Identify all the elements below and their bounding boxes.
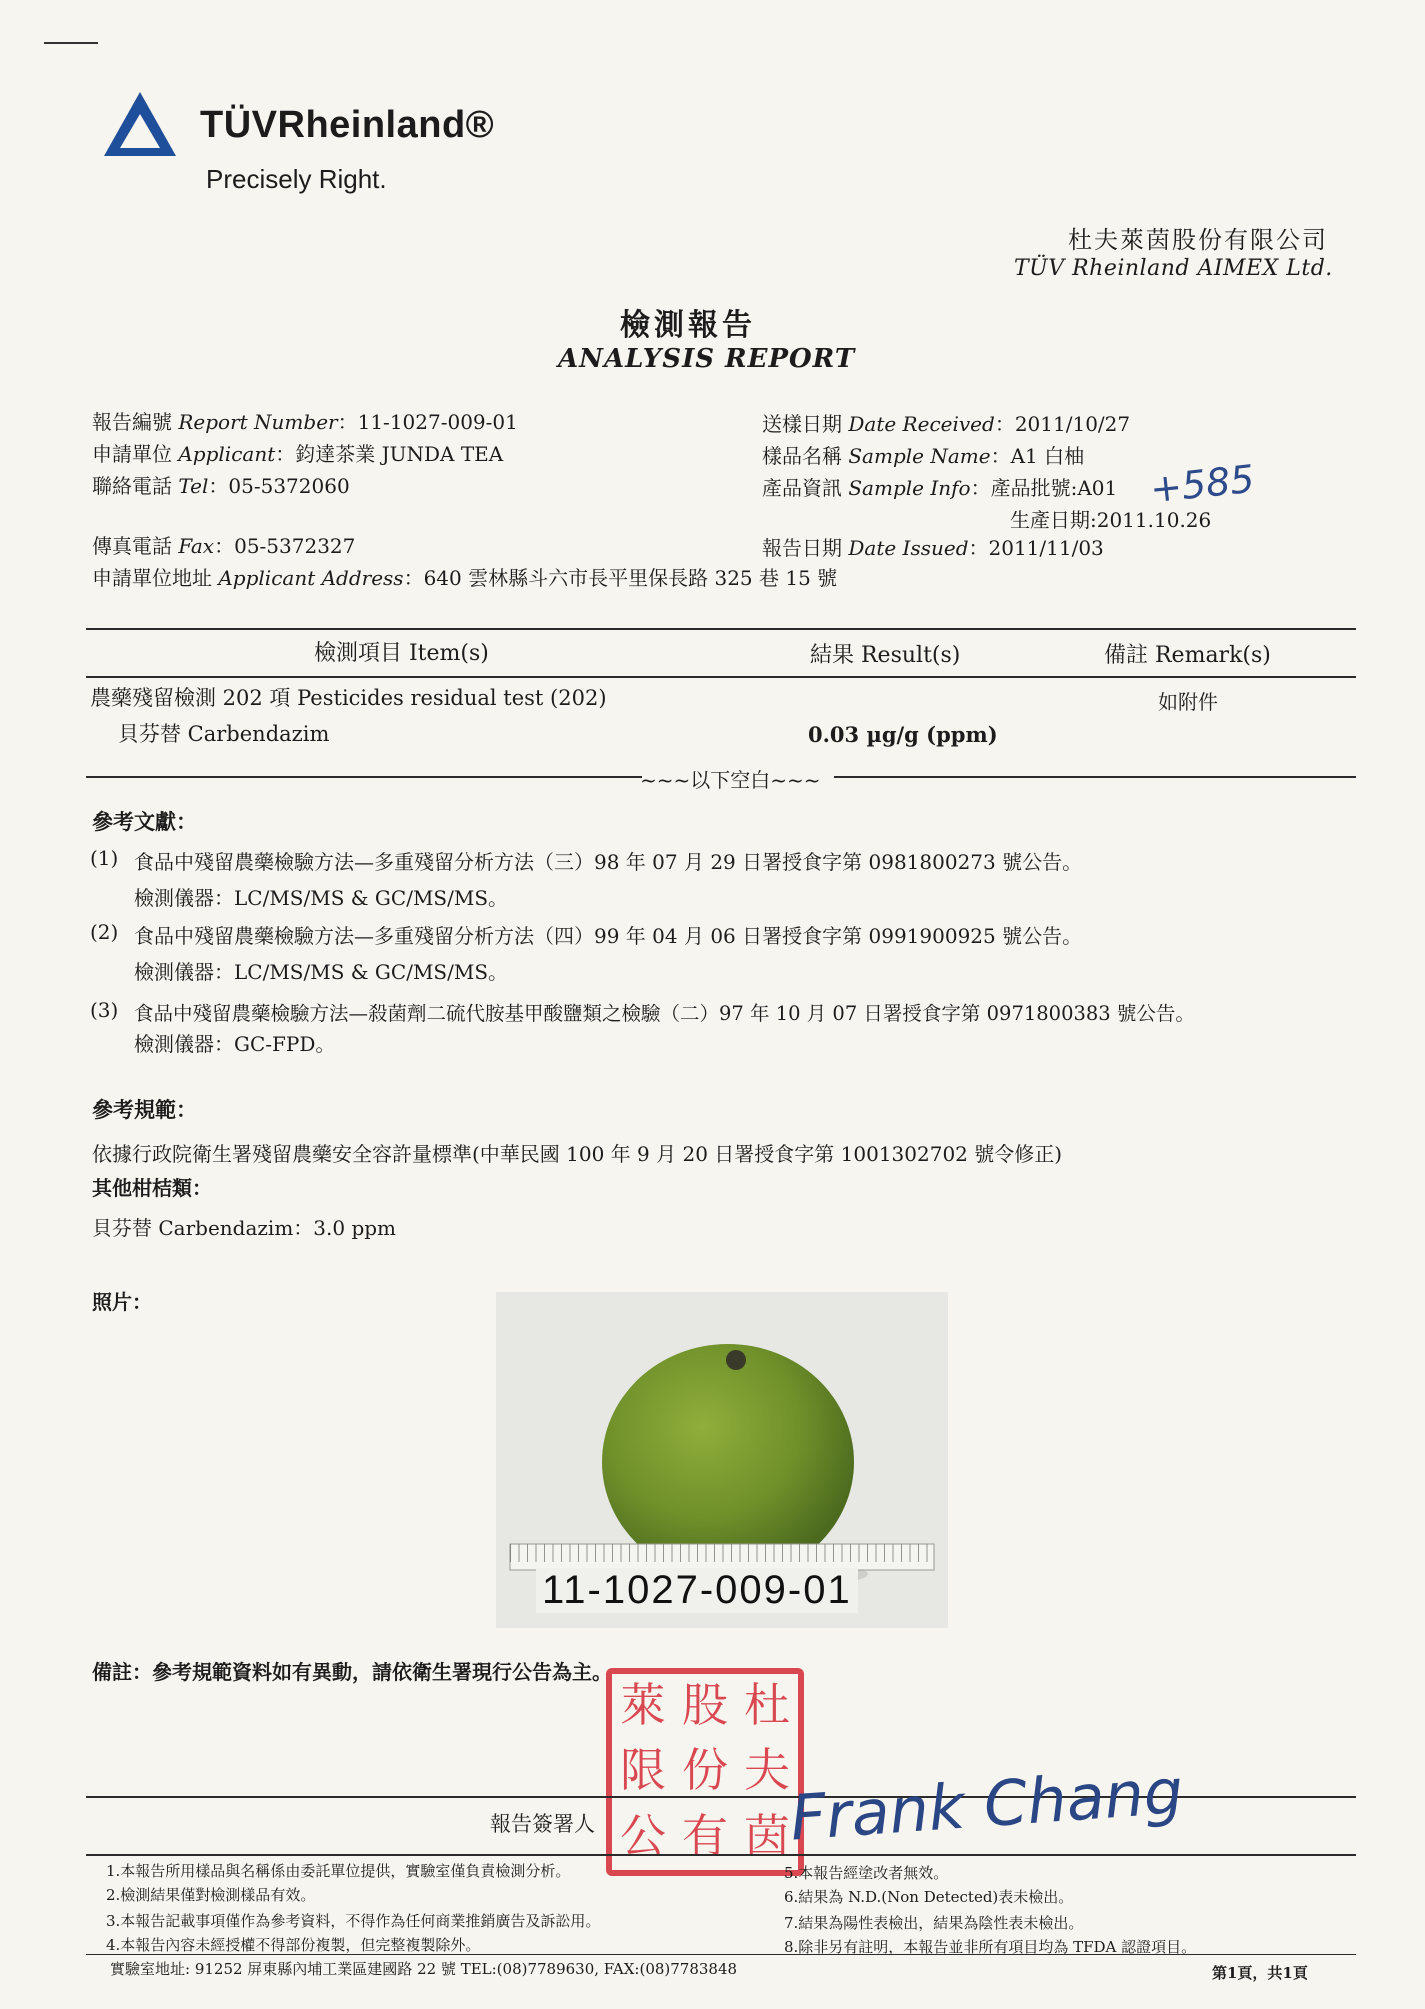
ruler-scale [510,1544,934,1562]
notes-top-rule [86,1854,1356,1856]
note-item: 3.本報告記載事項僅作為參考資料，不得作為任何商業推銷廣告及訴訟用。 [106,1912,601,1930]
seal-char: 杜 [744,1678,790,1732]
reference-text: 食品中殘留農藥檢驗方法—多重殘留分析方法（四）99 年 04 月 06 日署授食字第 0991900925 號公告。 [134,924,1083,948]
note-item: 2.檢測結果僅對檢測樣品有效。 [106,1886,316,1904]
note-item: 8.除非另有註明，本報告並非所有項目均為 TFDA 認證項目。 [784,1938,1197,1956]
regulation-limit: 貝芬替 Carbendazim：3.0 ppm [92,1216,397,1240]
table-row-result: 0.03 µg/g (ppm) [808,722,998,747]
blank-below-marker: ~~~以下空白~~~ [640,768,821,792]
photo-label: 照片： [92,1290,152,1314]
seal-char: 份 [682,1743,728,1798]
regulations-heading: 參考規範： [92,1097,197,1122]
seal-char: 萊 [620,1678,666,1732]
field-tel: 聯絡電話 Tel：05-5372060 [92,474,350,498]
footer-rule [86,1954,1356,1955]
table-top-rule [86,628,1356,630]
field-applicant-address: 申請單位地址 Applicant Address：640 雲林縣斗六市長平里保長路 325 巷 15 號 [92,566,838,590]
company-name-en: TÜV Rheinland AIMEX Ltd. [1014,256,1333,281]
field-sample-info: 產品資訊 Sample Info：產品批號:A01 [762,476,1118,500]
remark-line: 備註：參考規範資料如有異動，請依衛生署現行公告為主。 [92,1660,612,1684]
table-row-item: 農藥殘留檢測 202 項 Pesticides residual test (202) [90,686,607,710]
reference-text: 食品中殘留農藥檢驗方法—殺菌劑二硫代胺基甲酸鹽類之檢驗（二）97 年 10 月 07 日署授食字第 0971800383 號公告。 [134,1002,1195,1025]
signature-handwritten: Frank Chang [787,1754,1186,1855]
tuv-triangle-logo-icon [100,88,180,160]
seal-char: 股 [682,1678,728,1732]
title-en: ANALYSIS REPORT [558,344,856,374]
field-date-received: 送樣日期 Date Received：2011/10/27 [762,412,1131,436]
regulation-basis: 依據行政院衛生署殘留農藥安全容許量標準(中華民國 100 年 9 月 20 日署授食字第 1001302702 號令修正) [92,1142,1063,1166]
field-date-issued: 報告日期 Date Issued：2011/11/03 [762,536,1104,560]
table-row-remark: 如附件 [1158,690,1218,714]
reference-text: 食品中殘留農藥檢驗方法—多重殘留分析方法（三）98 年 07 月 29 日署授食字第 0981800273 號公告。 [134,850,1083,874]
logo-brand: TÜVRheinland® [200,104,495,146]
table-row-item: 貝芬替 Carbendazim [118,722,330,746]
company-name-zh: 杜夫萊茵股份有限公司 [1068,226,1328,254]
reference-number: (2) [90,920,119,944]
sample-id-plate: 11-1027-009-01 [536,1568,858,1613]
field-applicant: 申請單位 Applicant：鈞達茶業 JUNDA TEA [92,442,504,466]
footer-page-number: 第1頁，共1頁 [1212,1964,1308,1982]
table-bottom-rule [86,776,642,778]
field-sample-name: 樣品名稱 Sample Name：A1 白柚 [762,444,1085,468]
title-zh: 檢測報告 [620,308,756,343]
note-item: 1.本報告所用樣品與名稱係由委託單位提供，實驗室僅負責檢測分析。 [106,1862,571,1880]
seal-char: 茵 [744,1808,790,1863]
table-bottom-rule [834,776,1356,778]
seal-char: 限 [620,1743,666,1798]
reference-number: (3) [90,998,119,1022]
table-header-rule [86,676,1356,678]
field-production-date: 生產日期:2011.10.26 [1010,508,1212,532]
logo-tagline: Precisely Right. [206,164,387,194]
reference-instrument: 檢測儀器：LC/MS/MS & GC/MS/MS。 [134,960,509,984]
table-header-remark: 備註 Remark(s) [1104,643,1271,668]
field-report-number: 報告編號 Report Number：11-1027-009-01 [92,410,518,434]
sample-photo [496,1292,948,1628]
references-heading: 參考文獻： [92,809,197,834]
seal-char: 有 [682,1808,728,1863]
footer-address: 實驗室地址: 91252 屏東縣內埔工業區建國路 22 號 TEL:(08)7789630, FAX:(08)7783848 [110,1960,738,1978]
handwritten-batch-note: +585 [1147,456,1257,512]
reference-instrument: 檢測儀器：LC/MS/MS & GC/MS/MS。 [134,886,509,910]
seal-char: 公 [620,1808,666,1863]
note-item: 5.本報告經塗改者無效。 [784,1864,949,1882]
regulation-category: 其他柑桔類： [92,1176,212,1200]
note-item: 4.本報告內容未經授權不得部份複製，但完整複製除外。 [106,1936,481,1954]
company-seal-stamp [606,1668,804,1876]
field-fax: 傳真電話 Fax：05-5372327 [92,534,356,558]
table-header-result: 結果 Result(s) [810,643,961,668]
corner-mark [44,42,98,44]
reference-instrument: 檢測儀器：GC-FPD。 [134,1032,336,1056]
reference-number: (1) [90,846,119,870]
table-header-item: 檢測項目 Item(s) [314,641,489,666]
seal-char: 夫 [744,1743,790,1798]
note-item: 7.結果為陽性表檢出，結果為陰性表未檢出。 [784,1914,1084,1932]
note-item: 6.結果為 N.D.(Non Detected)表未檢出。 [784,1888,1074,1906]
signatory-label: 報告簽署人 [490,1812,595,1836]
